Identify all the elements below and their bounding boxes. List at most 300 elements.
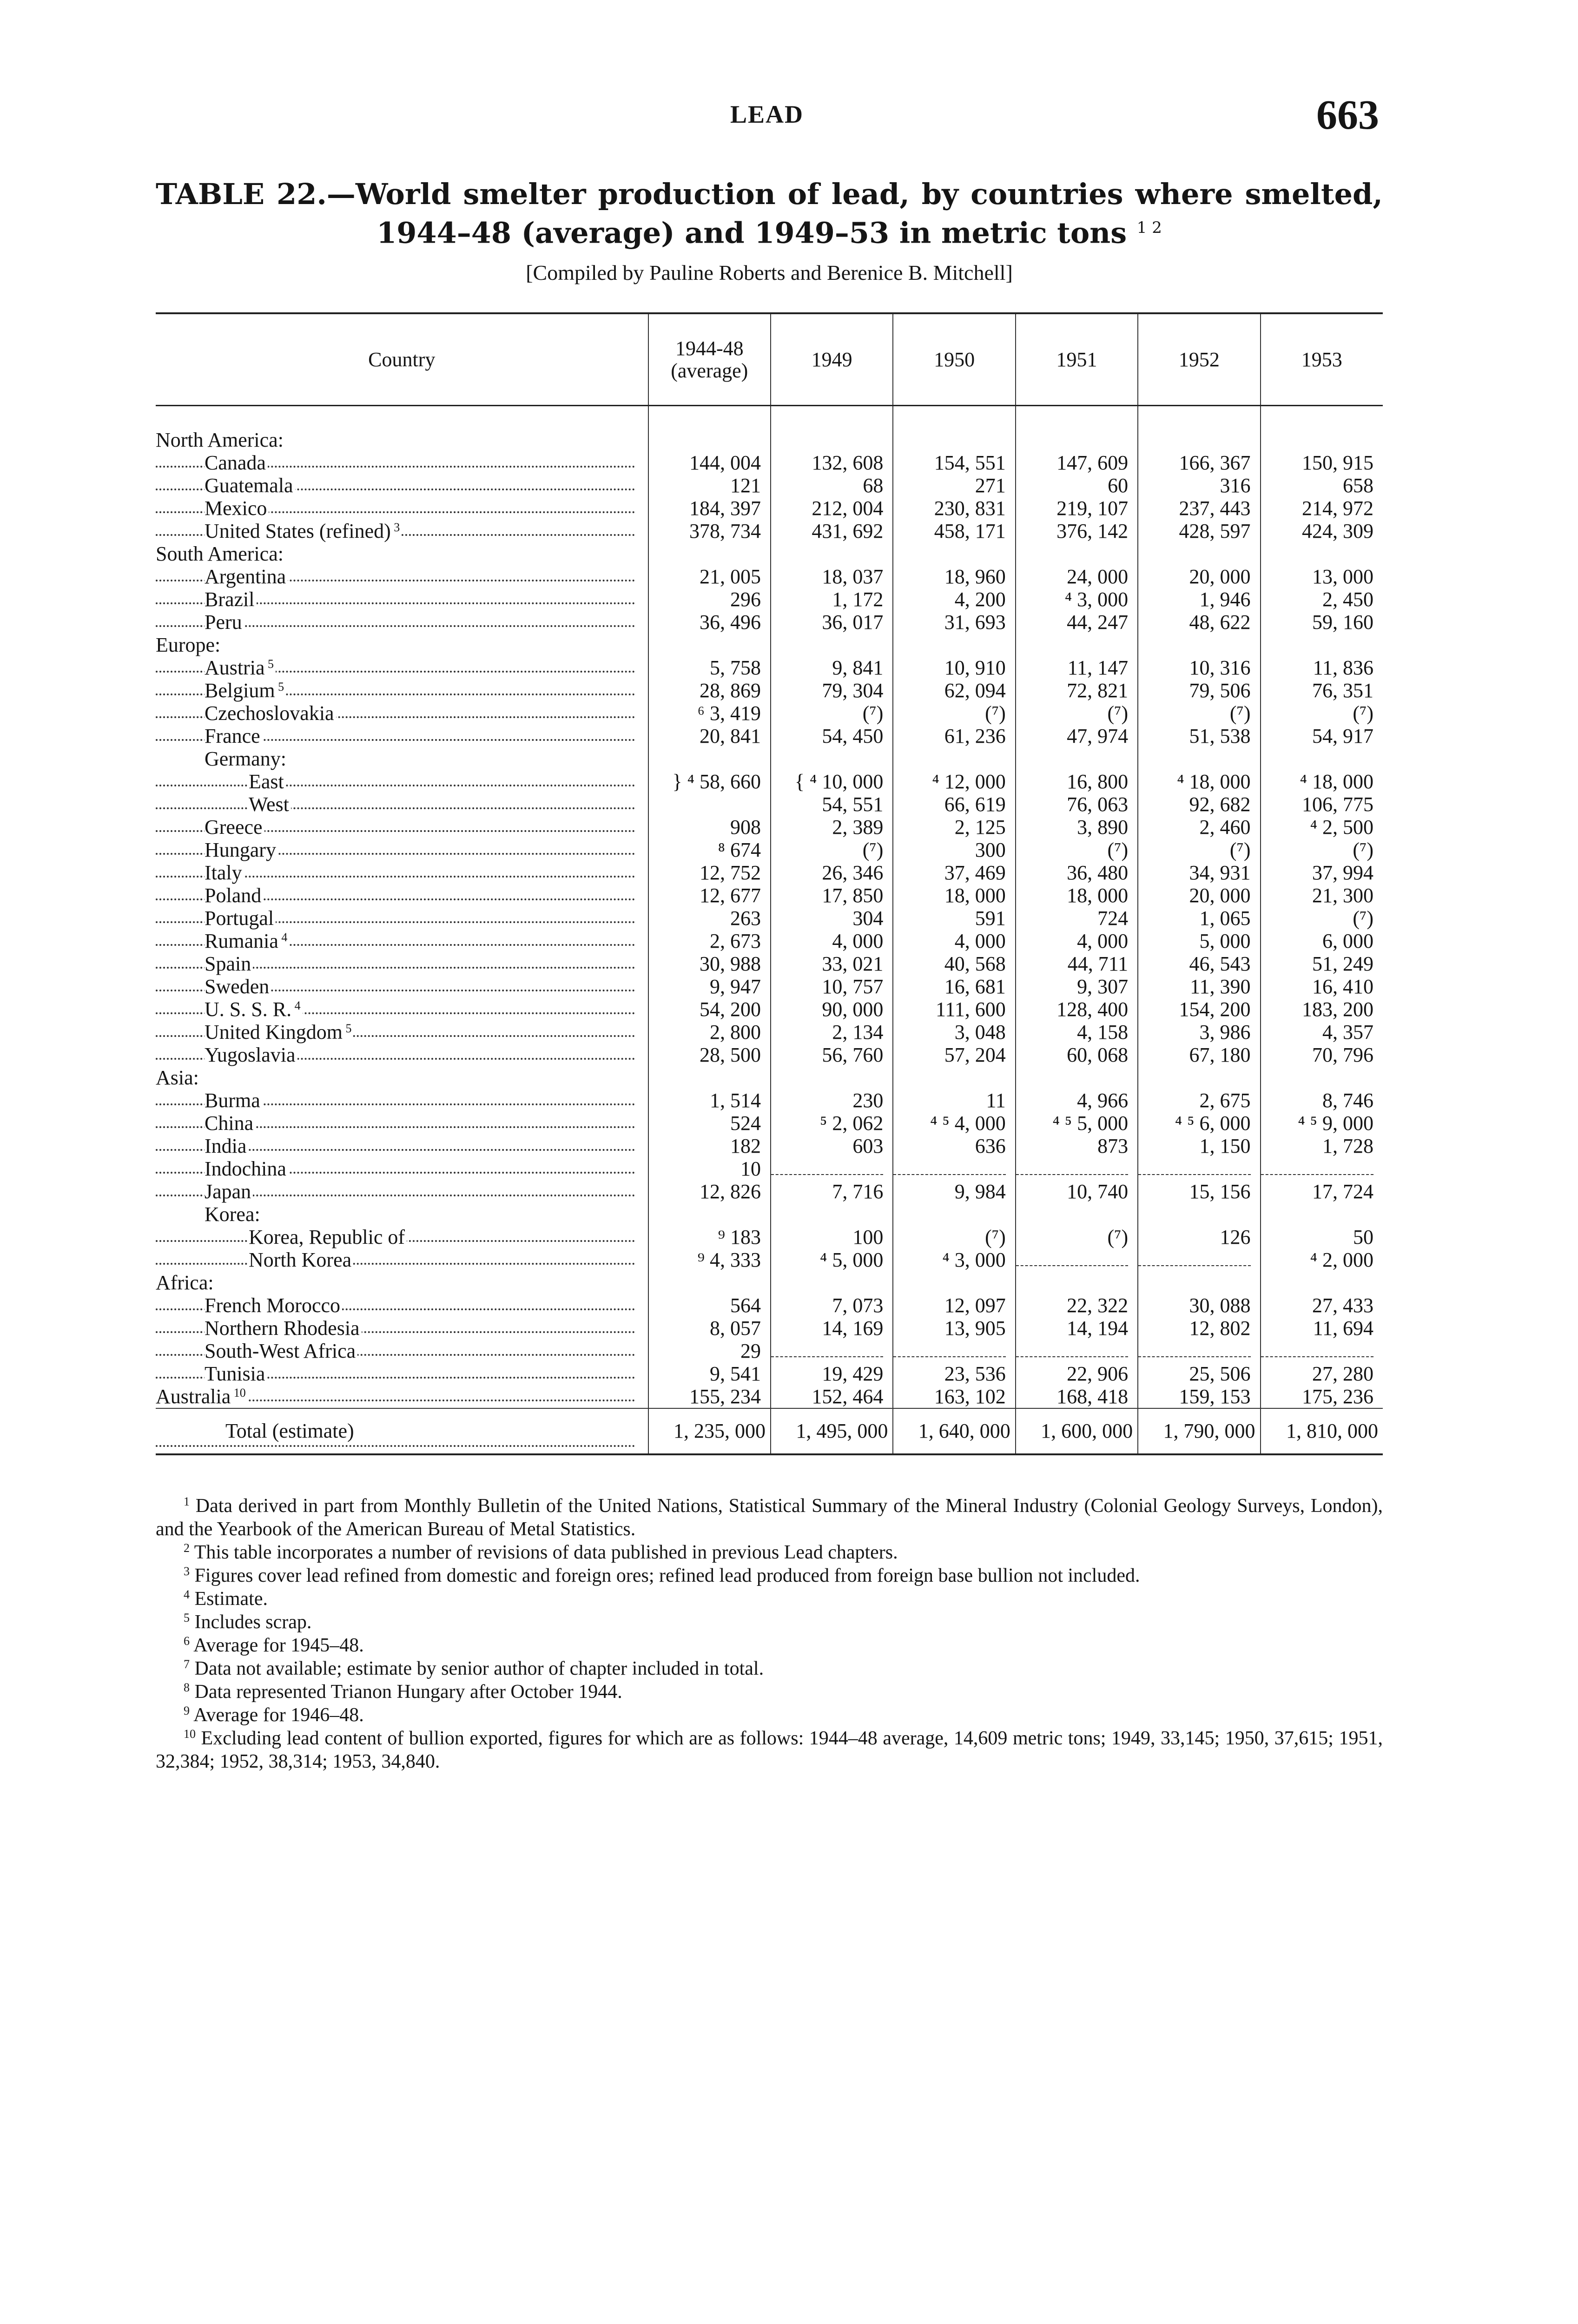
value-cell: 79, 506 [1138, 679, 1260, 702]
footnote-ref: 5 [264, 657, 274, 671]
value-cell [1016, 634, 1138, 656]
footnote-ref: 4 [291, 999, 301, 1012]
value-cell: ⁴ 5, 000 [771, 1248, 893, 1271]
table-row [156, 1157, 1383, 1180]
footnote-text: Estimate. [190, 1588, 268, 1610]
value-cell: (⁷) [893, 702, 1015, 725]
value-cell [1016, 1066, 1138, 1089]
value-cell: 20, 000 [1138, 565, 1260, 588]
country-label [156, 634, 222, 656]
country-name: U. S. S. R. $^4$ [205, 998, 303, 1021]
value-cell [1261, 1066, 1383, 1089]
value-cell [1261, 1157, 1383, 1180]
value-cell: 128, 400 [1016, 998, 1138, 1021]
table-header-row [156, 313, 1383, 406]
table-row [156, 588, 1383, 611]
value-cell: (⁷) [1016, 1226, 1138, 1248]
value-cell: 150, 915 [1261, 451, 1383, 474]
value-cell: 1, 514 [648, 1089, 771, 1112]
value-cell: ⁴ 2, 500 [1261, 816, 1383, 838]
value-cell: 152, 464 [771, 1385, 893, 1408]
value-cell: 50 [1261, 1226, 1383, 1248]
country-name: Korea, Republic of [249, 1226, 407, 1248]
country-label [156, 1135, 248, 1157]
country-cell [156, 1271, 648, 1294]
value-cell: 2, 450 [1261, 588, 1383, 611]
value-cell: 9, 947 [648, 975, 771, 998]
value-cell: 219, 107 [1016, 497, 1138, 520]
value-cell [1016, 1203, 1138, 1226]
country-cell [156, 930, 648, 952]
column-header: 1949 [771, 313, 893, 406]
caption-line-2-text: 1944–48 (average) and 1949–53 in metric tons [376, 216, 1127, 250]
country-cell [156, 1294, 648, 1317]
footnote-text: Data not available; estimate by senior author of chapter included in total. [190, 1658, 764, 1679]
country-cell [156, 907, 648, 930]
table-row [156, 1362, 1383, 1385]
value-cell: 300 [893, 838, 1015, 861]
value-cell: 22, 322 [1016, 1294, 1138, 1317]
country-name: China [205, 1112, 255, 1135]
country-cell [156, 634, 648, 656]
country-label [156, 747, 288, 770]
footnote-number: 1 [184, 1495, 190, 1508]
value-cell: 100 [771, 1226, 893, 1248]
value-cell: 28, 500 [648, 1043, 771, 1066]
value-cell [893, 634, 1015, 656]
column-header: 1953 [1261, 313, 1383, 406]
production-table [156, 312, 1383, 1455]
country-label [156, 930, 289, 952]
value-cell: ⁹ 4, 333 [648, 1248, 771, 1271]
country-label [156, 542, 285, 565]
value-cell [1016, 542, 1138, 565]
value-cell: 67, 180 [1138, 1043, 1260, 1066]
value-cell: 11, 147 [1016, 656, 1138, 679]
value-cell [648, 1271, 771, 1294]
caption-line-1: TABLE 22.—World smelter production of lead, by countries where smelted, [156, 177, 1383, 211]
table-row [156, 1294, 1383, 1317]
value-cell [1261, 634, 1383, 656]
dash-rule [771, 1345, 883, 1357]
value-cell: 9, 841 [771, 656, 893, 679]
value-cell: 12, 826 [648, 1180, 771, 1203]
country-cell [156, 497, 648, 520]
value-cell: ⁵ 2, 062 [771, 1112, 893, 1135]
country-label [156, 770, 286, 793]
country-cell [156, 861, 648, 884]
value-cell: 14, 194 [1016, 1317, 1138, 1340]
country-name: Total (estimate) [225, 1419, 356, 1442]
value-cell: 1, 640, 000 [893, 1408, 1015, 1454]
dash-rule [1138, 1163, 1250, 1175]
footnote-text: This table incorporates a number of revisions of data published in previous Lead chapters. [190, 1542, 898, 1563]
spacer-cell [1016, 406, 1138, 429]
value-cell [1261, 1203, 1383, 1226]
country-label [156, 520, 402, 542]
total-row [156, 1408, 1383, 1454]
value-cell [648, 793, 771, 816]
column-header: Country [156, 313, 648, 406]
column-header: 1952 [1138, 313, 1260, 406]
value-cell: 564 [648, 1294, 771, 1317]
value-cell: 155, 234 [648, 1385, 771, 1408]
value-cell [1261, 747, 1383, 770]
value-cell: 111, 600 [893, 998, 1015, 1021]
footnote [156, 1587, 1383, 1611]
value-cell [1261, 429, 1383, 451]
value-cell: ⁴ ⁵ 6, 000 [1138, 1112, 1260, 1135]
footnote-text: Average for 1946–48. [190, 1704, 364, 1726]
caption-footnote-refs: 1 2 [1136, 218, 1162, 237]
value-cell: (⁷) [893, 1226, 1015, 1248]
value-cell: 18, 000 [893, 884, 1015, 907]
country-cell [156, 1226, 648, 1248]
country-label [156, 474, 295, 497]
column-header [648, 313, 771, 406]
footnote-text: Excluding lead content of bullion exported, figures for which are as follows: 1944–48 average, 14,609 metric tons; 1949, 33,145; 1950, 37,615; 1951, 32,384; 1952, 38,314; 1953, 34,840. [156, 1728, 1383, 1772]
dot-leader [156, 785, 635, 786]
value-cell: 2, 800 [648, 1021, 771, 1043]
value-cell [648, 747, 771, 770]
value-cell: 56, 760 [771, 1043, 893, 1066]
table-row [156, 1271, 1383, 1294]
value-cell: ⁸ 674 [648, 838, 771, 861]
country-name: Yugoslavia [205, 1043, 297, 1066]
value-cell: 1, 790, 000 [1138, 1408, 1260, 1454]
table-row [156, 1089, 1383, 1112]
value-cell: ⁶ 3, 419 [648, 702, 771, 725]
footnote-ref: 10 [231, 1386, 246, 1400]
country-cell [156, 1180, 648, 1203]
country-name: Rumania $^4$ [205, 930, 289, 952]
footnote-text: Data represented Trianon Hungary after October 1944. [190, 1681, 622, 1703]
table-row [156, 907, 1383, 930]
value-cell [1138, 634, 1260, 656]
footnote [156, 1680, 1383, 1703]
value-cell: 90, 000 [771, 998, 893, 1021]
value-cell: 237, 443 [1138, 497, 1260, 520]
country-cell [156, 1066, 648, 1089]
value-cell: 603 [771, 1135, 893, 1157]
country-cell [156, 884, 648, 907]
column-header: 1951 [1016, 313, 1138, 406]
value-cell: 76, 351 [1261, 679, 1383, 702]
country-cell [156, 1043, 648, 1066]
value-cell: 61, 236 [893, 725, 1015, 747]
value-cell: 230, 831 [893, 497, 1015, 520]
value-cell: (⁷) [1261, 702, 1383, 725]
table-row [156, 1066, 1383, 1089]
country-label [156, 975, 271, 998]
value-cell: 10, 316 [1138, 656, 1260, 679]
country-name: Brazil [205, 588, 257, 611]
country-cell [156, 611, 648, 634]
value-cell: 524 [648, 1112, 771, 1135]
value-cell: 51, 249 [1261, 952, 1383, 975]
country-name: Asia: [156, 1066, 201, 1089]
value-cell: 31, 693 [893, 611, 1015, 634]
page-number: 663 [1316, 92, 1379, 138]
country-name: Spain [205, 952, 253, 975]
table-row [156, 793, 1383, 816]
country-cell [156, 542, 648, 565]
table-row [156, 634, 1383, 656]
value-cell: 159, 153 [1138, 1385, 1260, 1408]
value-cell: 1, 150 [1138, 1135, 1260, 1157]
country-label [156, 907, 276, 930]
country-name: Australia $^{10}$ [156, 1385, 248, 1408]
value-cell: 37, 994 [1261, 861, 1383, 884]
value-cell: 12, 802 [1138, 1317, 1260, 1340]
value-cell: 1, 600, 000 [1016, 1408, 1138, 1454]
value-cell [1016, 1248, 1138, 1271]
value-cell: 72, 821 [1016, 679, 1138, 702]
value-cell [893, 1340, 1015, 1362]
country-label [156, 861, 244, 884]
dash-rule [1016, 1163, 1128, 1175]
value-cell: 212, 004 [771, 497, 893, 520]
value-cell: 10 [648, 1157, 771, 1180]
country-name: India [205, 1135, 248, 1157]
value-cell [893, 429, 1015, 451]
value-cell: 24, 000 [1016, 565, 1138, 588]
value-cell: 12, 677 [648, 884, 771, 907]
footnote [156, 1494, 1383, 1541]
value-cell: 182 [648, 1135, 771, 1157]
table-row [156, 747, 1383, 770]
country-cell [156, 838, 648, 861]
value-cell [1138, 429, 1260, 451]
value-cell: 34, 931 [1138, 861, 1260, 884]
country-cell [156, 1317, 648, 1340]
spacer-row [156, 406, 1383, 429]
value-cell: 4, 000 [1016, 930, 1138, 952]
dot-leader [156, 1263, 635, 1265]
value-cell: 60, 068 [1016, 1043, 1138, 1066]
value-cell [1138, 1157, 1260, 1180]
value-cell: 30, 988 [648, 952, 771, 975]
table-row [156, 702, 1383, 725]
table-row [156, 1043, 1383, 1066]
value-cell: 10, 910 [893, 656, 1015, 679]
country-cell [156, 1408, 648, 1454]
value-cell: 46, 543 [1138, 952, 1260, 975]
value-cell: 424, 309 [1261, 520, 1383, 542]
value-cell: 1, 495, 000 [771, 1408, 893, 1454]
country-cell [156, 1112, 648, 1135]
value-cell: 9, 307 [1016, 975, 1138, 998]
value-cell: 18, 960 [893, 565, 1015, 588]
value-cell [648, 1066, 771, 1089]
country-label [156, 1317, 362, 1340]
value-cell [648, 1203, 771, 1226]
footnote-number: 4 [184, 1588, 190, 1601]
value-cell: 25, 506 [1138, 1362, 1260, 1385]
value-cell: 132, 608 [771, 451, 893, 474]
footnote [156, 1611, 1383, 1634]
country-name: Burma [205, 1089, 262, 1112]
value-cell: 37, 469 [893, 861, 1015, 884]
value-cell: 36, 480 [1016, 861, 1138, 884]
value-cell: 154, 200 [1138, 998, 1260, 1021]
value-cell: (⁷) [1016, 702, 1138, 725]
value-cell: 873 [1016, 1135, 1138, 1157]
value-cell: 378, 734 [648, 520, 771, 542]
value-cell: 59, 160 [1261, 611, 1383, 634]
country-label [156, 1157, 288, 1180]
country-name: United States (refined) $^3$ [205, 520, 402, 542]
value-cell: ⁴ 18, 000 [1261, 770, 1383, 793]
value-cell: 166, 367 [1138, 451, 1260, 474]
value-cell [1138, 1248, 1260, 1271]
footnote [156, 1727, 1383, 1773]
value-cell: 21, 005 [648, 565, 771, 588]
footnote [156, 1564, 1383, 1587]
footnote-text: Includes scrap. [190, 1611, 312, 1633]
value-cell: 7, 716 [771, 1180, 893, 1203]
column-header-text: 1944-48 (average) [671, 337, 748, 382]
value-cell: 2, 134 [771, 1021, 893, 1043]
country-label [156, 1248, 353, 1271]
value-cell: 10, 757 [771, 975, 893, 998]
country-name: French Morocco [205, 1294, 342, 1317]
country-cell [156, 1089, 648, 1112]
value-cell: 4, 200 [893, 588, 1015, 611]
value-cell: 10, 740 [1016, 1180, 1138, 1203]
value-cell: 1, 946 [1138, 588, 1260, 611]
country-cell [156, 656, 648, 679]
value-cell: 2, 389 [771, 816, 893, 838]
country-name: Sweden [205, 975, 271, 998]
value-cell: 144, 004 [648, 451, 771, 474]
value-cell: 1, 235, 000 [648, 1408, 771, 1454]
country-label [156, 1203, 262, 1226]
footnote-ref: 5 [275, 680, 284, 693]
value-cell: 54, 551 [771, 793, 893, 816]
value-cell [893, 1203, 1015, 1226]
country-name: Austria $^5$ [205, 656, 276, 679]
country-cell [156, 474, 648, 497]
table-row [156, 1248, 1383, 1271]
value-cell: 168, 418 [1016, 1385, 1138, 1408]
country-label [156, 656, 276, 679]
country-cell [156, 1021, 648, 1043]
value-cell: 908 [648, 816, 771, 838]
footnote [156, 1634, 1383, 1657]
value-cell: 11, 390 [1138, 975, 1260, 998]
value-cell: 79, 304 [771, 679, 893, 702]
table-caption [156, 178, 1383, 250]
value-cell: 13, 905 [893, 1317, 1015, 1340]
country-cell [156, 1340, 648, 1362]
footnote-number: 6 [184, 1634, 190, 1648]
footnote-number: 5 [184, 1611, 190, 1624]
country-cell [156, 565, 648, 588]
value-cell: 92, 682 [1138, 793, 1260, 816]
spacer-cell [156, 406, 648, 429]
footnote-ref: 3 [390, 521, 400, 534]
value-cell [1138, 542, 1260, 565]
value-cell: 16, 410 [1261, 975, 1383, 998]
value-cell: 22, 906 [1016, 1362, 1138, 1385]
country-label [156, 884, 263, 907]
value-cell: 4, 000 [893, 930, 1015, 952]
value-cell [771, 1203, 893, 1226]
country-name: Czechoslovakia [205, 702, 336, 725]
value-cell: 316 [1138, 474, 1260, 497]
table-row [156, 474, 1383, 497]
footnote-number: 2 [184, 1541, 190, 1555]
value-cell [893, 747, 1015, 770]
value-cell [1016, 429, 1138, 451]
table-row [156, 497, 1383, 520]
value-cell: 106, 775 [1261, 793, 1383, 816]
country-name: Belgium $^5$ [205, 679, 286, 702]
table-row [156, 429, 1383, 451]
country-cell [156, 998, 648, 1021]
value-cell: 11, 694 [1261, 1317, 1383, 1340]
country-label [156, 702, 336, 725]
value-cell: 21, 300 [1261, 884, 1383, 907]
table-row [156, 611, 1383, 634]
dash-rule [1016, 1254, 1128, 1266]
country-label [156, 1226, 407, 1248]
dash-rule [1261, 1163, 1373, 1175]
table-row [156, 838, 1383, 861]
value-cell: 8, 746 [1261, 1089, 1383, 1112]
country-cell [156, 725, 648, 747]
value-cell: ⁴ 2, 000 [1261, 1248, 1383, 1271]
table-row [156, 770, 1383, 793]
country-label [156, 611, 244, 634]
country-cell [156, 702, 648, 725]
country-label [156, 1340, 357, 1362]
country-label [156, 429, 285, 451]
value-cell: 7, 073 [771, 1294, 893, 1317]
value-cell: 1, 172 [771, 588, 893, 611]
value-cell: 66, 619 [893, 793, 1015, 816]
spacer-cell [1138, 406, 1260, 429]
footnotes [156, 1494, 1383, 1773]
value-cell: 76, 063 [1016, 793, 1138, 816]
footnote-number: 3 [184, 1565, 190, 1578]
footnote [156, 1541, 1383, 1564]
value-cell [771, 542, 893, 565]
table-row [156, 1340, 1383, 1362]
country-name: France [205, 725, 262, 747]
value-cell: 376, 142 [1016, 520, 1138, 542]
value-cell: ⁴ ⁵ 9, 000 [1261, 1112, 1383, 1135]
value-cell: ⁴ 3, 000 [893, 1248, 1015, 1271]
column-header: 1950 [893, 313, 1015, 406]
table-row [156, 656, 1383, 679]
value-cell: 147, 609 [1016, 451, 1138, 474]
value-cell: 62, 094 [893, 679, 1015, 702]
value-cell: 15, 156 [1138, 1180, 1260, 1203]
table-body [156, 406, 1383, 1455]
value-cell: 57, 204 [893, 1043, 1015, 1066]
country-name: South America: [156, 542, 285, 565]
table-row [156, 1226, 1383, 1248]
value-cell [771, 1271, 893, 1294]
country-label [156, 725, 262, 747]
footnote [156, 1657, 1383, 1680]
value-cell: (⁷) [771, 838, 893, 861]
value-cell: 4, 357 [1261, 1021, 1383, 1043]
value-cell: (⁷) [1138, 702, 1260, 725]
country-cell [156, 1248, 648, 1271]
